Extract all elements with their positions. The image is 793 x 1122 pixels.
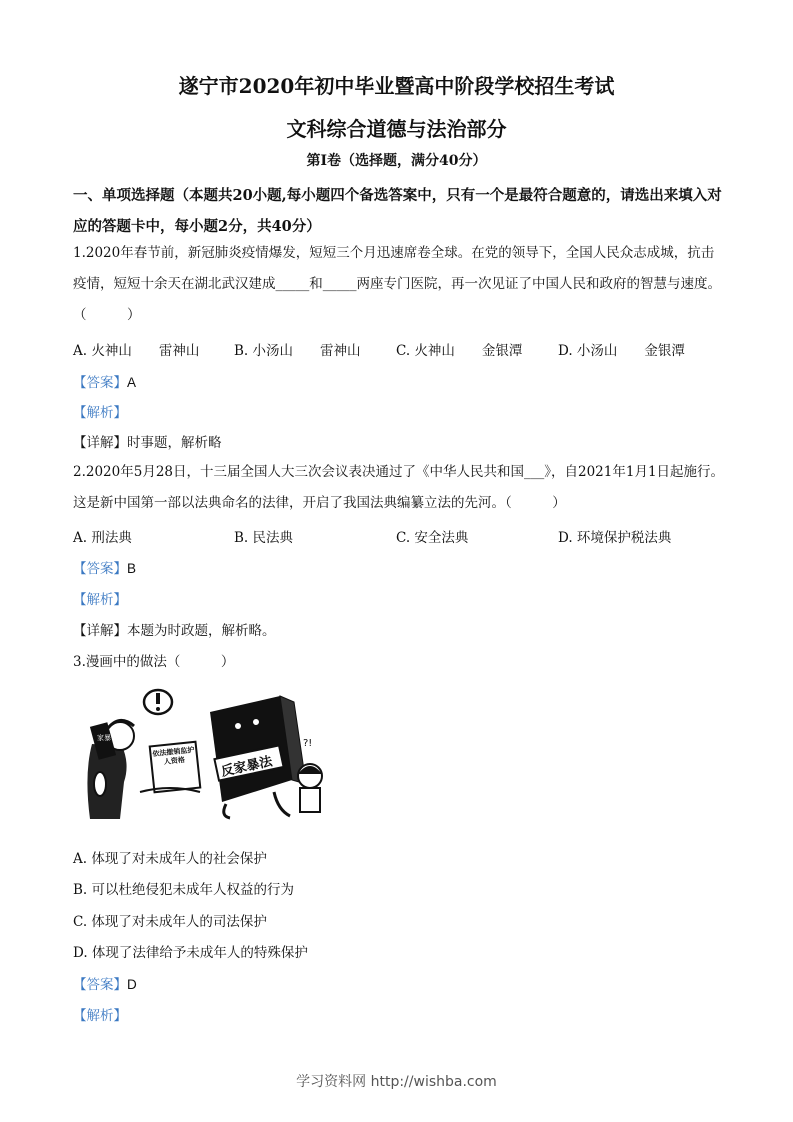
arm-label: 家暴: [97, 734, 111, 742]
child-figure: [298, 738, 322, 812]
page-footer: 学习资料网 http://wishba.com: [296, 1074, 497, 1090]
svg-text:?!: ?!: [303, 738, 313, 749]
law-book: [210, 696, 306, 818]
q2-answer: [73, 557, 136, 577]
q3-answer: [73, 973, 137, 993]
cartoon-illustration: [80, 684, 330, 824]
answer-label: 【答案】: [73, 561, 127, 577]
analysis-label: 【解析】: [73, 592, 127, 608]
q2-option-c: C. 安全法典: [396, 530, 469, 546]
detail-text: 本题为时政题，解析略。: [127, 623, 276, 639]
q3-option-a: A. 体现了对未成年人的社会保护: [73, 851, 267, 867]
q2-stem: 2.2020年5月28日，十三届全国人大三次会议表决通过了《中华人民共和国___》，自2021年1月1日起施行。这是新中国第一部以法典命名的法律，开启了我国法典编纂立法的先河。（ ）: [73, 464, 725, 511]
q1-option-b: B. 小汤山 雷神山: [234, 343, 361, 359]
q1-option-d: D. 小汤山 金银潭: [558, 343, 685, 359]
q3-option-b: B. 可以杜绝侵犯未成年人权益的行为: [73, 882, 295, 898]
analysis-label: 【解析】: [73, 405, 127, 421]
book-title: 反家暴法: [219, 754, 274, 780]
answer-value: D: [127, 977, 137, 992]
q3-stem: 3.漫画中的做法（ ）: [73, 654, 235, 670]
answer-label: 【答案】: [73, 977, 127, 993]
analysis-label: 【解析】: [73, 1008, 127, 1024]
q2-option-d: D. 环境保护税法典: [558, 530, 672, 546]
paper-label: 依法撤销监护人资格: [152, 745, 195, 767]
q2-analysis: [73, 588, 127, 608]
answer-value: A: [127, 375, 137, 390]
q2-detail: [73, 619, 276, 639]
q1-option-c: C. 火神山 金银潭: [396, 343, 523, 359]
q2-option-a: A. 刑法典: [73, 530, 132, 546]
exclamation-icon: [144, 690, 172, 714]
detail-label: 【详解】: [73, 623, 127, 639]
detail-label: 【详解】: [73, 435, 127, 451]
part-title: 第Ⅰ卷（选择题，满分40分）: [306, 153, 487, 169]
exam-title: 遂宁市2020年初中毕业暨高中阶段学校招生考试: [178, 74, 615, 98]
abuser-figure: [87, 720, 134, 819]
paper-document: [140, 742, 200, 793]
q1-analysis: [73, 401, 127, 421]
q2-option-b: B. 民法典: [234, 530, 294, 546]
q1-detail: [73, 431, 222, 451]
q3-option-d: D. 体现了法律给予未成年人的特殊保护: [73, 945, 308, 961]
section-heading: 一、单项选择题（本题共20小题,每小题四个备选答案中，只有一个是最符合题意的，请选出来填入对应的答题卡中，每小题2分，共40分）: [73, 187, 722, 235]
detail-text: 时事题，解析略: [127, 435, 222, 451]
exam-subtitle: 文科综合道德与法治部分: [286, 117, 507, 141]
q1-stem: 1.2020年春节前，新冠肺炎疫情爆发，短短三个月迅速席卷全球。在党的领导下，全国人民众志成城，抗击疫情，短短十余天在湖北武汉建成_____和_____两座专门医院，再一次见证了中国人民和政府的智慧与速度。（ ）: [73, 245, 721, 323]
q3-option-c: C. 体现了对未成年人的司法保护: [73, 914, 267, 930]
q1-option-a: A. 火神山 雷神山: [73, 343, 200, 359]
q3-analysis: [73, 1004, 127, 1024]
answer-label: 【答案】: [73, 375, 127, 391]
answer-value: B: [127, 561, 137, 576]
q1-answer: [73, 371, 136, 391]
